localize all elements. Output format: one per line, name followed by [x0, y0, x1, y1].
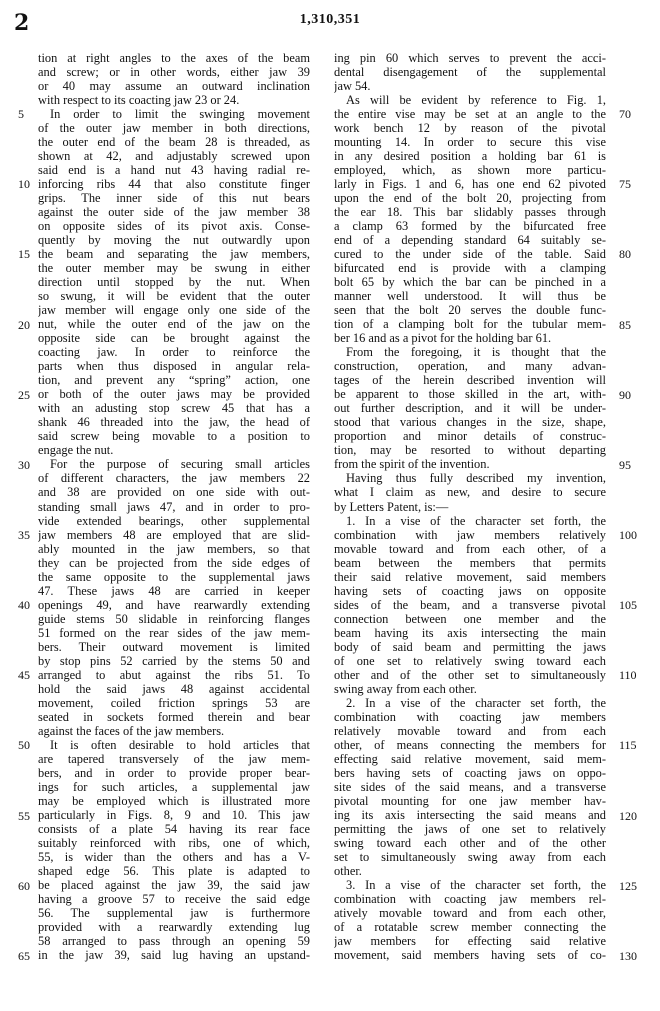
margin-line-number: 80	[619, 247, 631, 262]
text-line: the outer member may be swung in either	[38, 261, 310, 276]
text-line: manner well understood. It will thus be	[334, 289, 606, 304]
text-line: said end is a hand nut 43 having radial re-	[38, 163, 310, 178]
text-line: direction until stopped by the nut. When	[38, 275, 310, 290]
text-line: engage the nut.	[38, 443, 114, 458]
text-line: ing its axis intersecting the said means and	[334, 807, 606, 822]
patent-number: 1,310,351	[299, 12, 361, 27]
margin-line-number: 100	[619, 528, 637, 543]
text-line: movement, said members having sets of co-	[334, 948, 606, 962]
margin-line-number: 10	[18, 177, 30, 192]
text-line: and screw; or in other words, either jaw 39	[38, 65, 310, 80]
text-line: nut, while the outer end of the jaw on the	[38, 317, 310, 332]
text-line: atively movable toward and from each other,	[334, 905, 606, 920]
text-line: seated in sockets formed therein and bear	[38, 709, 310, 724]
margin-line-number: 35	[18, 528, 30, 543]
margin-line-number: 130	[619, 948, 637, 963]
margin-line-number: 75	[619, 177, 631, 192]
text-line: of one set to relatively swing toward each	[334, 653, 606, 668]
text-line: consists of a plate 54 having its rear face	[38, 821, 310, 836]
text-line: are tapered transversely of the jaw mem-	[38, 751, 310, 766]
text-line: tion at right angles to the axes of the beam	[38, 51, 310, 65]
text-line: or both of the outer jaws may be provided	[38, 387, 310, 402]
text-line: swing toward each other and of the other	[334, 835, 606, 850]
text-line: set to simultaneously swing away from each	[334, 849, 606, 864]
text-line: combination with coacting jaw members	[334, 709, 606, 724]
margin-line-number: 110	[619, 668, 637, 683]
text-line: or 40 may assume an outward inclination	[38, 79, 310, 94]
text-line: shank 46 threaded into the jaw, the head of	[38, 415, 310, 430]
text-line: standing small jaws 47, and in order to pro-	[38, 499, 310, 514]
text-line: in the jaw 39, said lug having an upstand-	[38, 948, 310, 962]
text-line: ing pin 60 which serves to prevent the acci-	[334, 51, 606, 65]
text-line: may be employed which is illustrated more	[38, 793, 310, 808]
text-line: of different characters, the jaw members 22	[38, 471, 310, 486]
text-line: parts when thus disposed in angular rela-	[38, 359, 310, 374]
text-line: tion, may be resorted to without departing	[334, 443, 606, 458]
text-line: combination with jaw members relatively	[334, 527, 606, 542]
text-line: bers, and in order to provide proper bear-	[38, 765, 310, 780]
text-line: suitably reinforced with ribs, one of which,	[38, 835, 310, 850]
margin-line-number: 45	[18, 668, 30, 683]
text-line: their said relative movement, said members	[334, 569, 606, 584]
text-line: against the outer side of the jaw member 38	[38, 205, 310, 220]
text-line: of a rotatable screw member connecting the	[334, 919, 606, 934]
text-line: be apparent to those skilled in the art, with-	[334, 387, 606, 402]
text-line: with an adusting stop screw 45 that has a	[38, 401, 310, 416]
text-line: connection between one member and the	[334, 611, 606, 626]
text-line: bers. Their outward movement is limited	[38, 639, 310, 654]
text-line: stood that various changes in the size, shape,	[334, 415, 606, 430]
text-line: the ear 18. This bar slidably passes through	[334, 205, 606, 220]
margin-line-number: 70	[619, 107, 631, 122]
text-line: out further description, and it will be under-	[334, 401, 606, 416]
margin-line-number: 65	[18, 948, 30, 963]
text-line: ber 16 and as a pivot for the holding bar 61.	[334, 331, 552, 346]
right-text-column	[334, 51, 606, 962]
text-line: opposite side can be brought against the	[38, 331, 310, 346]
margin-line-number: 15	[18, 247, 30, 262]
margin-line-number: 105	[619, 598, 637, 613]
text-line: From the foregoing, it is thought that the	[346, 345, 606, 360]
text-line: shown at 42, and adjustably screwed upon	[38, 149, 310, 164]
text-line: larly in Figs. 1 and 6, has one end 62 pivoted	[334, 177, 606, 192]
text-line: arranged to abut against the ribs 51. To	[38, 667, 310, 682]
text-line: other.	[334, 863, 362, 878]
text-line: they can be projected from the side edges of	[38, 555, 310, 570]
text-line: the same opposite to the supplemental jaws	[38, 569, 310, 584]
text-line: upon the end of the bolt 20, projecting from	[334, 191, 606, 206]
text-line: end of a depending standard 64 suitably se-	[334, 233, 606, 248]
text-line: of the outer jaw member in both directions,	[38, 121, 310, 136]
text-line: dental disengagement of the supplemental	[334, 65, 606, 80]
text-line: Having thus fully described my invention,	[346, 471, 606, 486]
text-line: the beam and separating the jaw members,	[38, 247, 310, 262]
margin-line-number: 55	[18, 808, 30, 823]
text-line: ably mounted in the jaw members, so that	[38, 541, 310, 556]
text-line: beam having its axis intersecting the main	[334, 625, 606, 640]
text-line: so swung, it will be evident that the outer	[38, 289, 310, 304]
text-line: jaw members 48 are employed that are slid-	[38, 527, 310, 542]
text-line: against the faces of the jaw members.	[38, 723, 225, 738]
text-line: grips. The inner side of this nut bears	[38, 191, 310, 206]
text-line: vide extended bearings, other supplemental	[38, 513, 310, 528]
text-line: guide stems 50 slidable in reinforcing flanges	[38, 611, 310, 626]
text-line: be placed against the jaw 39, the said jaw	[38, 877, 310, 892]
text-line: having a groove 57 to receive the said edge	[38, 891, 310, 906]
text-line: effecting said relative movement, said mem-	[334, 751, 606, 766]
text-line: in any desired position a holding bar 61 is	[334, 149, 606, 164]
text-line: from the spirit of the invention.	[334, 457, 490, 472]
text-line: what I claim as new, and desire to secure	[334, 485, 606, 500]
text-line: sides of the beam, and a transverse pivotal	[334, 597, 606, 612]
text-line: quently by moving the nut outwardly upon	[38, 233, 310, 248]
text-line: ings for such articles, a supplemental jaw	[38, 779, 310, 794]
text-line: construction, operation, and many advan-	[334, 359, 606, 374]
margin-line-number: 95	[619, 457, 631, 472]
text-line: by Letters Patent, is:—	[334, 499, 449, 514]
text-line: bifurcated end is provide with a clamping	[334, 261, 606, 276]
margin-line-number: 125	[619, 878, 637, 893]
text-line: tages of the herein described invention will	[334, 373, 606, 388]
margin-line-number: 40	[18, 598, 30, 613]
text-line: tion, and prevent any “spring” action, one	[38, 373, 310, 388]
margin-line-number: 120	[619, 808, 637, 823]
text-line: jaw member will engage only one side of the	[38, 303, 310, 318]
text-line: 1. In a vise of the character set forth, the	[346, 513, 606, 528]
text-line: tion of a clamping bolt for the tubular mem-	[334, 317, 606, 332]
text-line: and 38 are provided on one side with out-	[38, 485, 310, 500]
margin-line-number: 90	[619, 387, 631, 402]
text-line: particularly in Figs. 8, 9 and 10. This jaw	[38, 807, 310, 822]
text-line: body of said beam and permitting the jaws	[334, 639, 606, 654]
text-line: permitting the jaws of one set to relatively	[334, 821, 606, 836]
text-line: bers having sets of coacting jaws on oppo-	[334, 765, 606, 780]
text-line: having sets of coacting jaws on opposite	[334, 583, 606, 598]
text-line: work bench 12 by reason of the pivotal	[334, 121, 606, 136]
text-line: beam between the members that permits	[334, 555, 606, 570]
text-line: hold the said jaws 48 against accidental	[38, 681, 310, 696]
text-line: relatively movable toward and from each	[334, 723, 606, 738]
left-text-column	[38, 51, 310, 962]
text-line: mounting 14. In order to secure this vise	[334, 135, 606, 150]
text-line: seen that the bolt 20 serves the double func-	[334, 303, 606, 318]
text-line: bolt 65 by which the bar can be pinched in a	[334, 275, 606, 290]
text-line: other and of the other set to simultaneously	[334, 667, 606, 682]
text-line: openings 49, and have rearwardly extending	[38, 597, 310, 612]
margin-line-number: 5	[18, 107, 24, 122]
text-line: combination with coacting jaw members rel-	[334, 891, 606, 906]
text-line: jaw 54.	[334, 79, 371, 94]
text-line: coacting jaw. In order to reinforce the	[38, 345, 310, 360]
text-line: said screw being movable to a position to	[38, 429, 310, 444]
text-line: other, of means connecting the members for	[334, 737, 606, 752]
text-line: the outer end of the beam 28 is threaded, as	[38, 135, 310, 150]
text-line: 58 arranged to pass through an opening 59	[38, 933, 310, 948]
text-line: swing away from each other.	[334, 681, 477, 696]
text-line: It is often desirable to hold articles that	[50, 737, 310, 752]
text-line: provided with a rearwardly extending lug	[38, 919, 310, 934]
text-line: proportion and minor details of construc-	[334, 429, 606, 444]
text-line: jaw members for effecting said relative	[334, 933, 606, 948]
text-line: inforcing ribs 44 that also constitute finger	[38, 177, 310, 192]
text-line: 55, is wider than the others and has a V-	[38, 849, 310, 864]
text-line: on opposite sides of its pivot axis. Conse-	[38, 219, 310, 234]
text-line: 2. In a vise of the character set forth, the	[346, 695, 606, 710]
margin-line-number: 85	[619, 317, 631, 332]
page-header	[0, 6, 660, 36]
margin-line-number: 30	[18, 457, 30, 472]
text-line: movement, coiled friction springs 53 are	[38, 695, 310, 710]
text-line: 47. These jaws 48 are carried in keeper	[38, 583, 310, 598]
text-line: 51 formed on the rear sides of the jaw mem-	[38, 625, 310, 640]
text-line: site sides of the said means, and a transverse	[334, 779, 606, 794]
margin-line-number: 25	[18, 387, 30, 402]
text-line: pivotal mounting for one jaw member hav-	[334, 793, 606, 808]
text-line: As will be evident by reference to Fig. 1,	[346, 93, 606, 108]
margin-line-number: 60	[18, 878, 30, 893]
text-line: For the purpose of securing small articles	[50, 457, 310, 472]
text-line: In order to limit the swinging movement	[50, 107, 310, 122]
margin-line-number: 20	[18, 317, 30, 332]
text-line: the entire vise may be set at an angle to the	[334, 107, 606, 122]
text-line: shaped edge 56. This plate is adapted to	[38, 863, 310, 878]
margin-line-number: 115	[619, 738, 637, 753]
text-line: with respect to its coacting jaw 23 or 24.	[38, 93, 240, 108]
text-line: a clamp 63 formed by the bifurcated free	[334, 219, 606, 234]
page-number: 2	[14, 10, 30, 36]
text-line: by stop pins 52 carried by the stems 50 and	[38, 653, 310, 668]
margin-line-number: 50	[18, 738, 30, 753]
text-line: movable toward and from each other, of a	[334, 541, 606, 556]
text-line: cured to the under side of the table. Said	[334, 247, 606, 262]
text-line: employed, which, as shown more particu-	[334, 163, 606, 178]
text-line: 3. In a vise of the character set forth, the	[346, 877, 606, 892]
text-line: 56. The supplemental jaw is furthermore	[38, 905, 310, 920]
